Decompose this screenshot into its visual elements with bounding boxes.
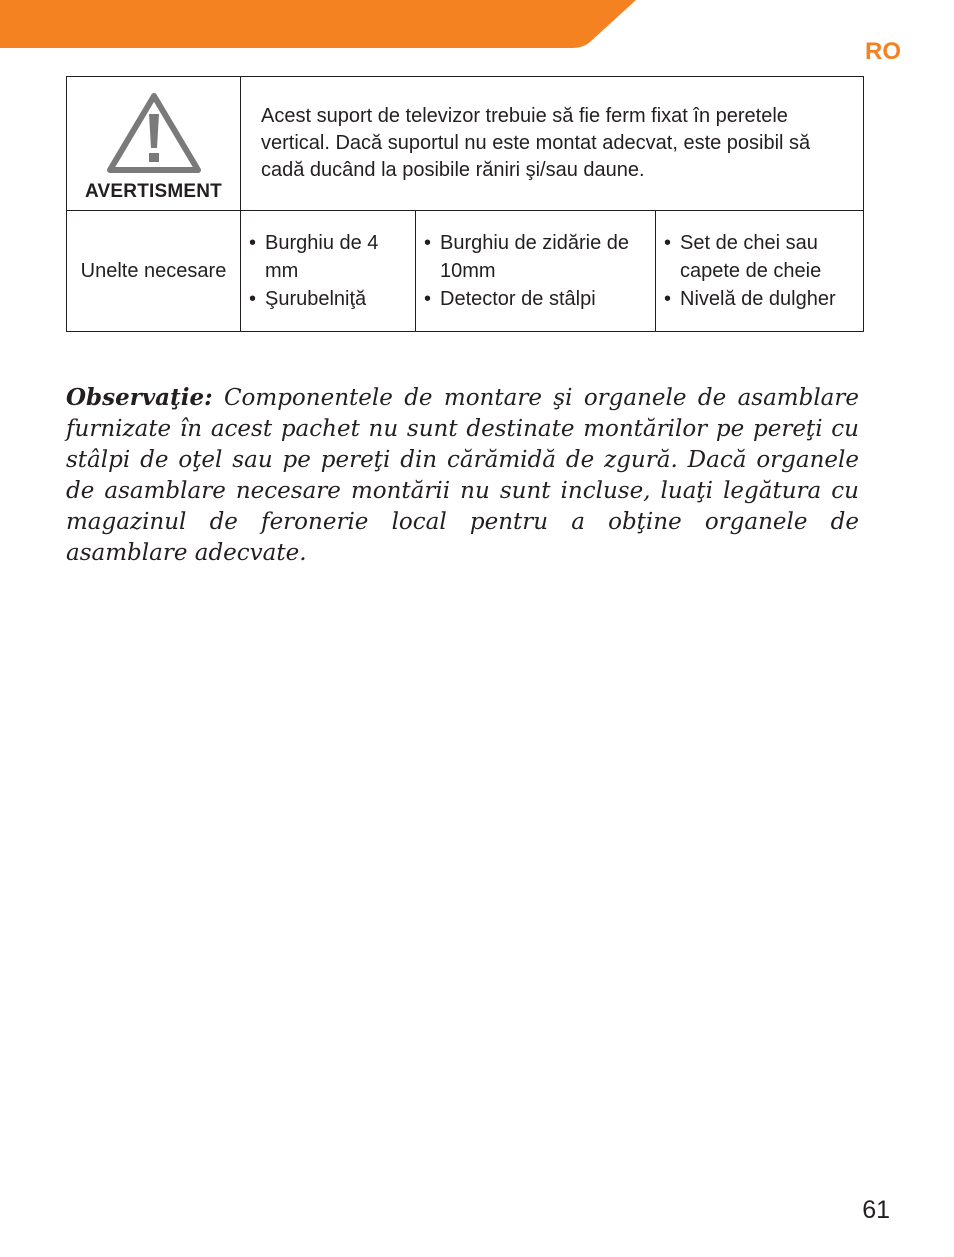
tools-column-3 <box>656 211 864 332</box>
tool-item: • Set de chei sau capete de cheie <box>664 229 855 285</box>
tool-item: • Şurubelniţă <box>249 285 407 313</box>
warning-label: AVERTISMENT <box>85 181 222 202</box>
note-text: Componentele de montare şi organele de asamblare furnizate în acest pachet nu sunt destinate montărilor pe pereţi cu stâlpi de oţel sau pe pereţi din cărămidă de zgură. Dacă organele de asamblare necesare montării nu sunt incluse, luaţi legătura cu magazinul de feronerie local pentru a obţine organele de asamblare adecvate. <box>66 385 860 566</box>
tool-item: • Burghiu de 4 mm <box>249 229 407 285</box>
warning-icon-cell <box>67 77 241 211</box>
tools-label: Unelte necesare <box>67 211 241 332</box>
tool-item: • Burghiu de zidărie de 10mm <box>424 229 647 285</box>
warning-triangle-icon <box>106 92 202 174</box>
language-tag: RO <box>865 38 901 65</box>
observation-note <box>66 382 859 569</box>
warning-row <box>67 77 864 211</box>
tool-item: • Nivelă de dulgher <box>664 285 855 313</box>
page-number: 61 <box>862 1196 890 1224</box>
tools-column-2 <box>416 211 656 332</box>
tools-row <box>67 211 864 332</box>
note-label: Observaţie: <box>66 384 213 411</box>
tools-column-1 <box>241 211 416 332</box>
warning-tools-table <box>66 76 864 332</box>
header-accent-bar <box>0 0 640 48</box>
tool-item: • Detector de stâlpi <box>424 285 647 313</box>
warning-text: Acest suport de televizor trebuie să fie ferm fixat în peretele vertical. Dacă suportul nu este montat adecvat, este posibil să cadă ducând la posibile răniri şi/sau daune. <box>241 77 864 211</box>
